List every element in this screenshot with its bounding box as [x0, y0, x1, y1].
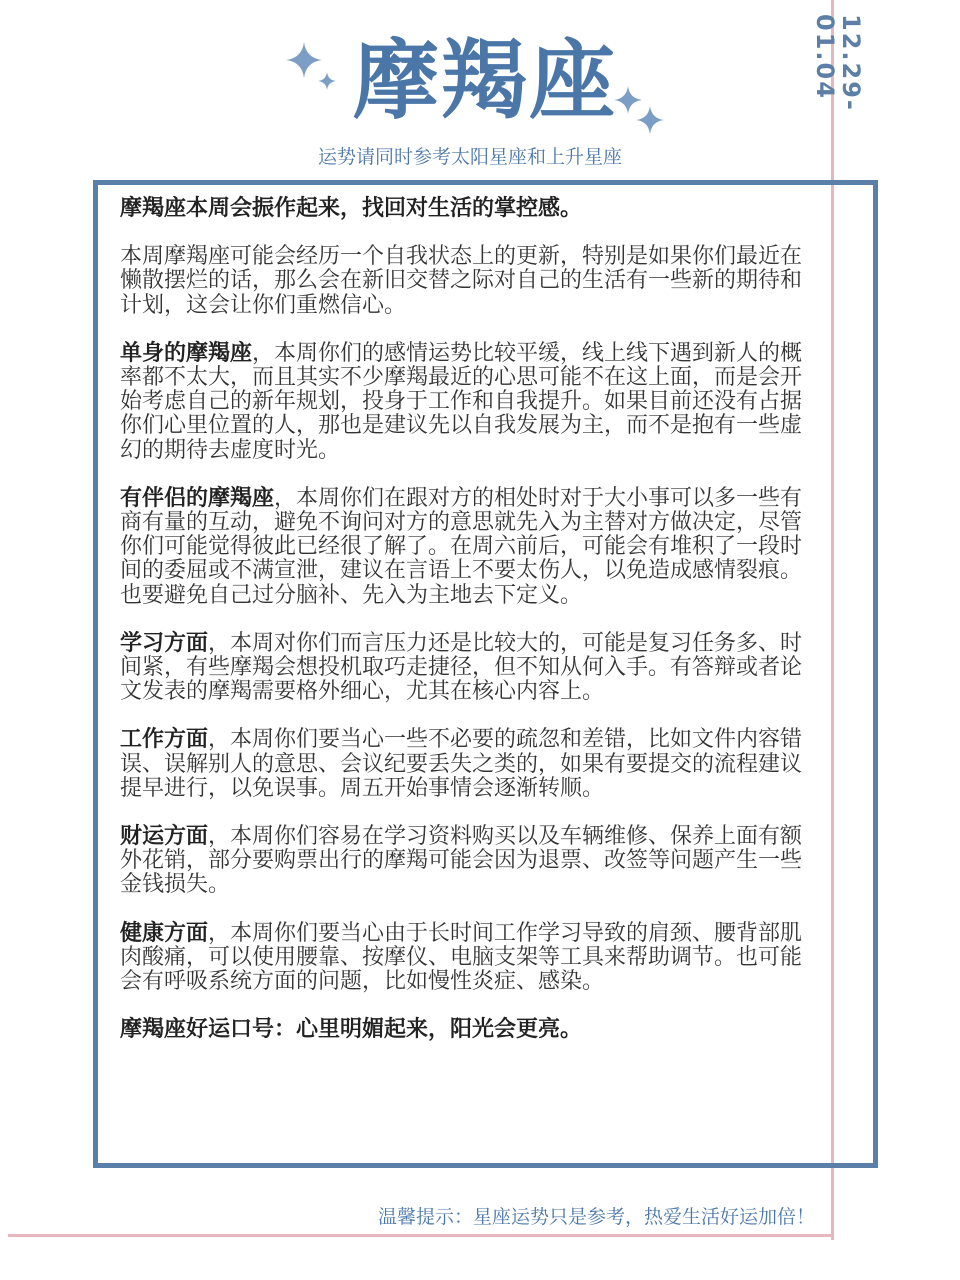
- section-heading: 单身的摩羯座: [120, 340, 253, 366]
- section-heading: 健康方面: [120, 920, 209, 946]
- section-heading: 财运方面: [120, 824, 209, 850]
- sparkle-star-icon: [286, 42, 322, 78]
- horoscope-content: [120, 197, 820, 1066]
- date-range: 12.29-01.04: [811, 14, 865, 112]
- sparkle-star-icon: [318, 72, 336, 90]
- section-work: [120, 728, 820, 801]
- section-text: ，本周你们容易在学习资料购买以及车辆维修、保养上面有额外花销，部分要购票出行的摩羯可能会因为退票、改签等问题产生一些金钱损失。: [120, 824, 803, 898]
- footer-tip: 温馨提示：星座运势只是参考，热爱生活好运加倍！: [377, 1206, 815, 1228]
- section-heading: 有伴侣的摩羯座: [120, 485, 275, 511]
- pink-horizontal-rule: [8, 1234, 834, 1237]
- section-study: [120, 632, 820, 705]
- headline: 摩羯座本周会振作起来，找回对生活的掌控感。: [120, 196, 583, 221]
- section-heading: 工作方面: [120, 727, 209, 753]
- sparkle-star-icon: [636, 106, 664, 134]
- section-text: ，本周你们在跟对方的相处时对于大小事可以多一些有商有量的互动，避免不询问对方的意思就先入为主替对方做决定，尽管你们可能觉得彼此已经很了解了。在周六前后，可能会有堆积了一段时间的委屈或不满宣泄，建议在言语上不要太伤人，以免造成感情裂痕。也要避免自己过分脑补、先入为主地去下定义。: [120, 485, 803, 608]
- slogan: 摩羯座好运口号：心里明媚起来，阳光会更亮。: [120, 1017, 583, 1043]
- section-finance: [120, 825, 820, 898]
- section-single: [120, 342, 820, 463]
- section-text: ，本周你们的感情运势比较平缓，线上线下遇到新人的概率都不太大，而且其实不少摩羯最近的心思可能不在这上面，而是会开始考虑自己的新年规划，投身于工作和自我提升。如果目前还没有占据你们心里位置的人，那也是建议先以自我发展为主，而不是抱有一些虚幻的期待去虚度时光。: [120, 340, 803, 463]
- page-title: 摩羯座: [353, 31, 617, 131]
- section-text: ，本周你们要当心由于长时间工作学习导致的肩颈、腰背部肌肉酸痛，可以使用腰靠、按摩仪、电脑支架等工具来帮助调节。也可能会有呼吸系统方面的问题，比如慢性炎症、感染。: [120, 920, 803, 995]
- section-heading: 学习方面: [120, 630, 209, 656]
- section-partnered: [120, 487, 820, 608]
- section-health: [120, 922, 820, 995]
- section-text: ，本周你们要当心一些不必要的疏忽和差错，比如文件内容错误、误解别人的意思、会议纪要丢失之类的，如果有要提交的流程建议提早进行，以免误事。周五开始事情会逐渐转顺。: [120, 727, 803, 801]
- page-subtitle: 运势请同时参考太阳星座和上升星座: [317, 146, 622, 168]
- section-text: ，本周对你们而言压力还是比较大的，可能是复习任务多、时间紧，有些摩羯会想投机取巧走捷径，但不知从何入手。有答辩或者论文发表的摩羯需要格外细心，尤其在核心内容上。: [120, 630, 803, 705]
- intro-paragraph: 本周摩羯座可能会经历一个自我状态上的更新，特别是如果你们最近在懒散摆烂的话，那么会在新旧交替之际对自己的生活有一些新的期待和计划，这会让你们重燃信心。: [120, 244, 803, 318]
